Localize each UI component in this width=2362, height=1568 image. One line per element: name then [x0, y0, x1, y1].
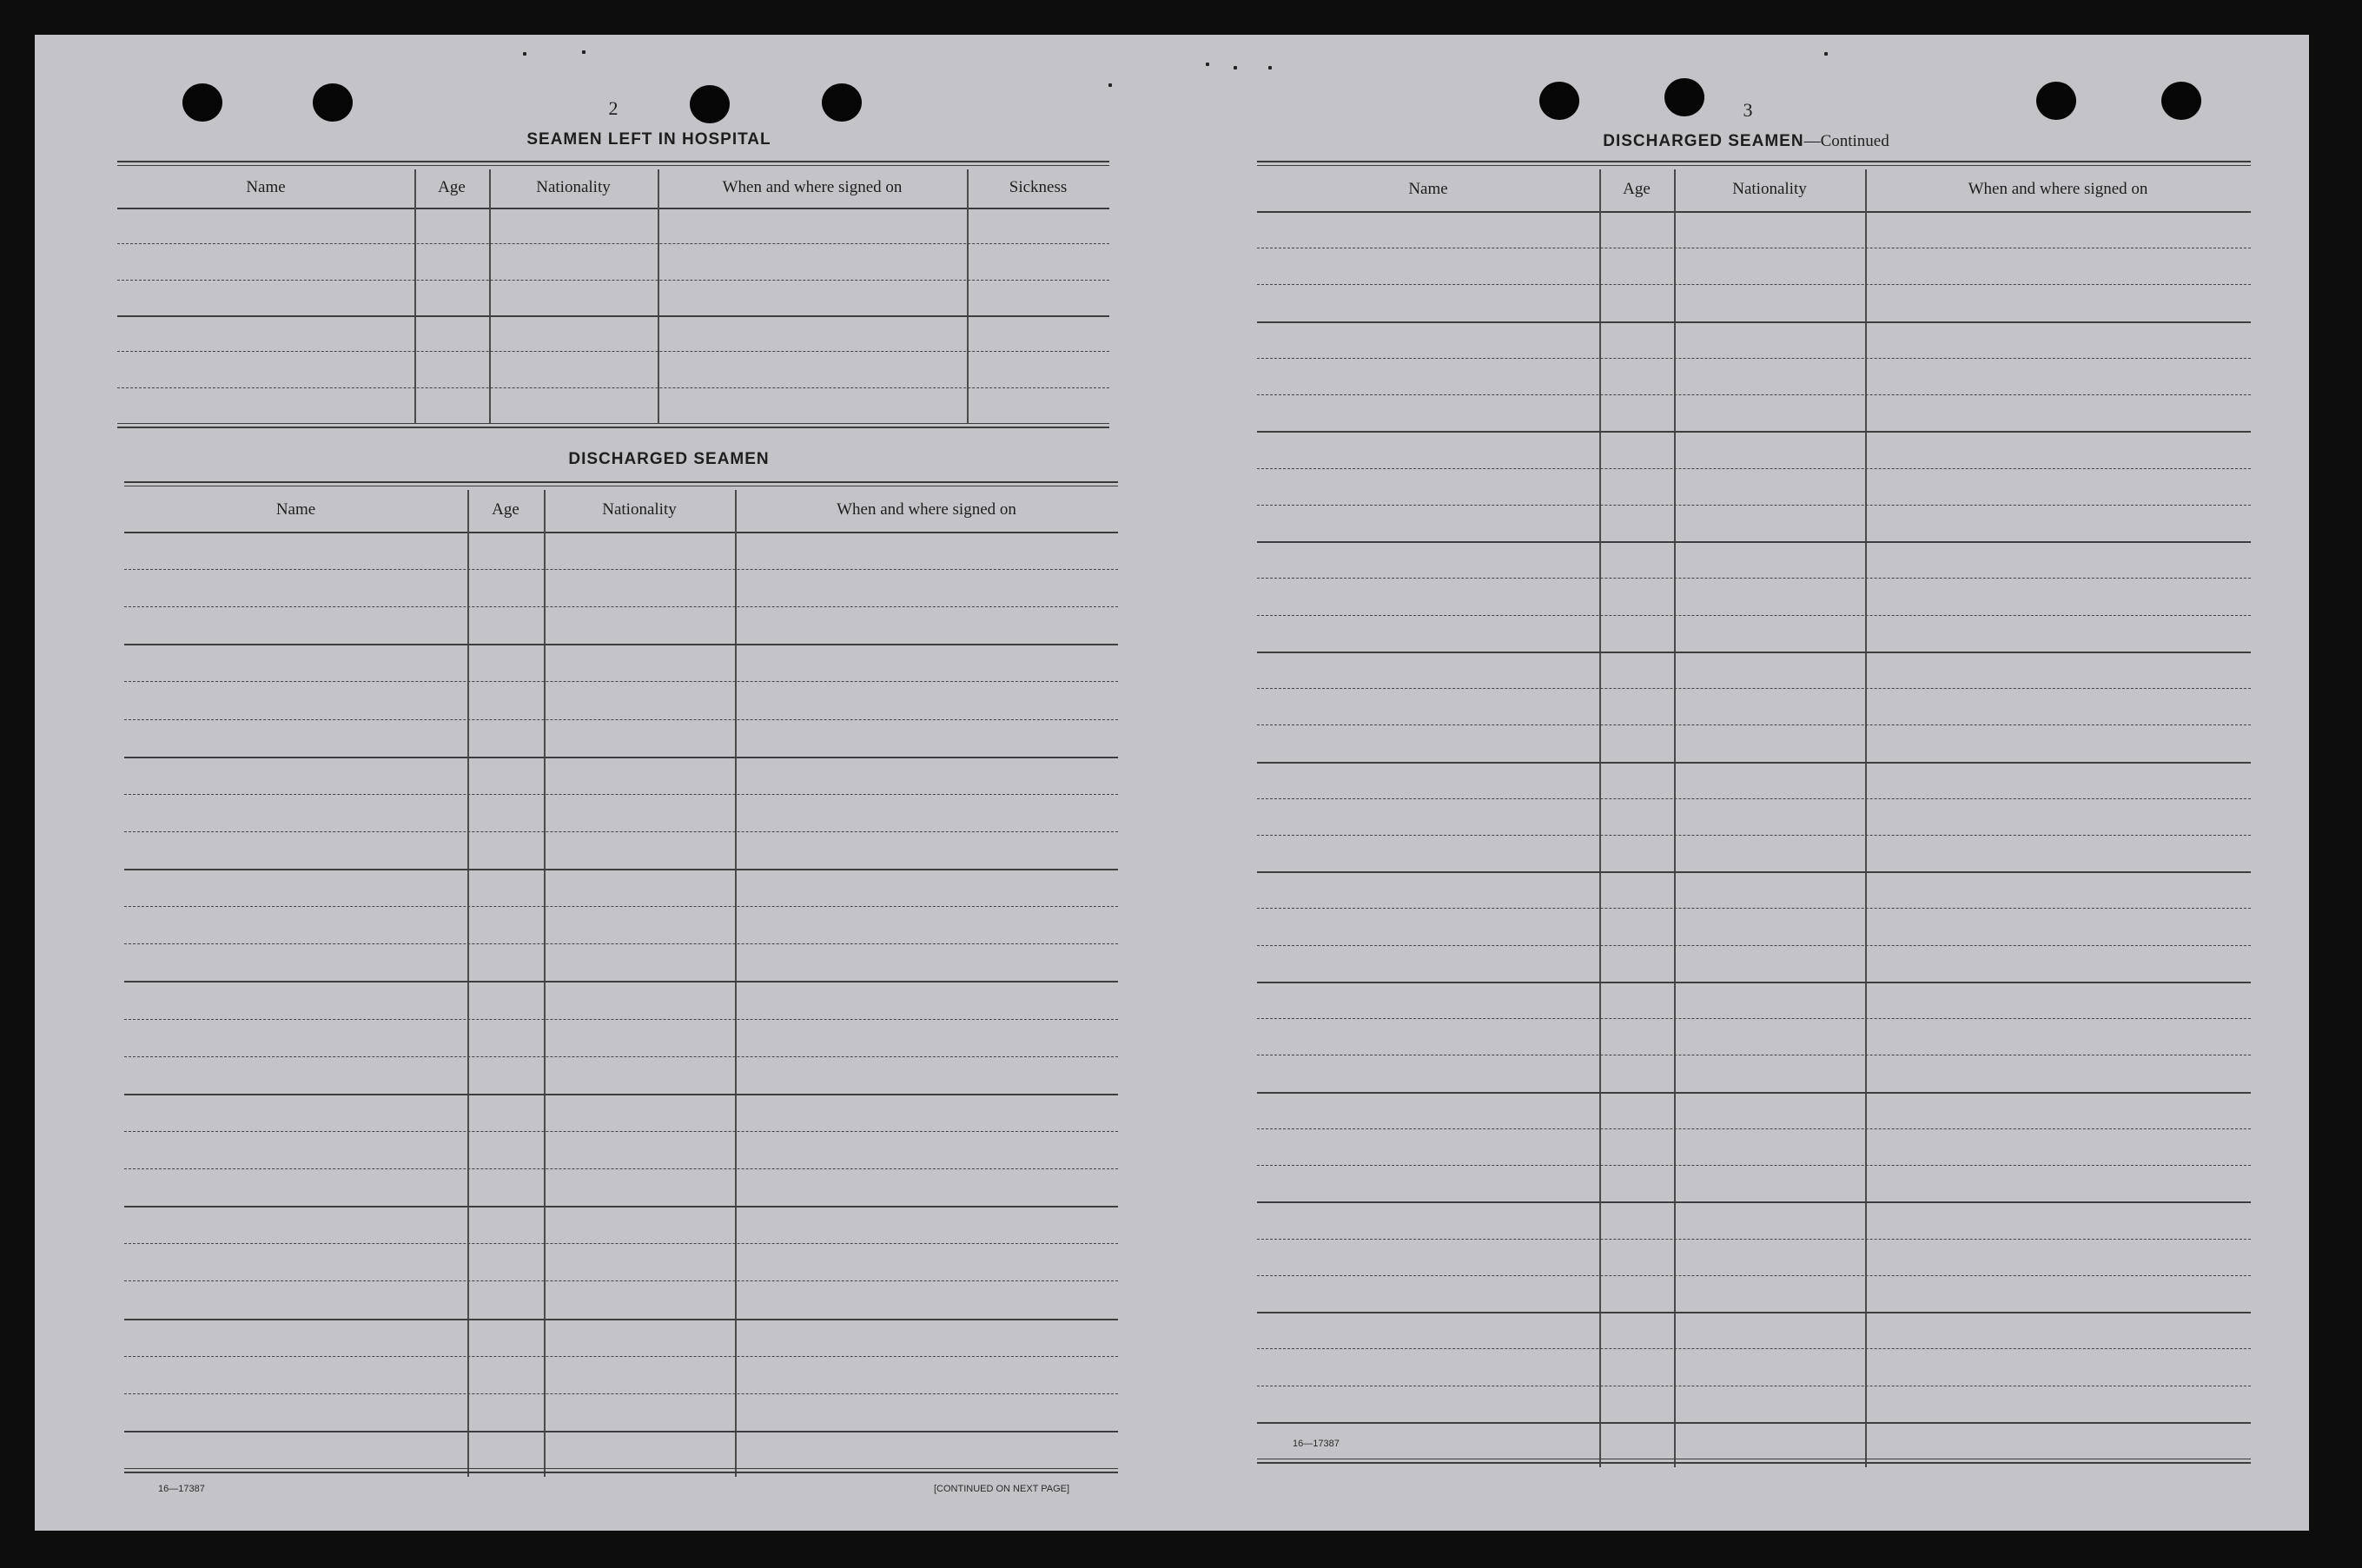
column-divider: [1865, 169, 1867, 1467]
title-main: DISCHARGED SEAMEN: [1603, 132, 1804, 150]
punch-hole: [2036, 82, 2076, 120]
table-row-line: [1257, 982, 2251, 983]
column-divider: [489, 169, 491, 423]
column-divider: [967, 169, 969, 423]
paper-speck: [582, 50, 586, 54]
discharged-continued-title: [1485, 132, 2007, 151]
column-header-age: Age: [492, 500, 519, 519]
table-row-line: [124, 1094, 1118, 1095]
column-header-name: Name: [275, 500, 316, 519]
column-divider: [544, 490, 546, 1477]
table-row-line: [1257, 1348, 2251, 1349]
column-header-age: Age: [438, 178, 466, 196]
column-header-nationality: Nationality: [602, 500, 677, 519]
column-header-sickness: Sickness: [1009, 178, 1068, 196]
column-divider: [1674, 169, 1676, 1467]
punch-hole: [182, 83, 222, 122]
column-divider: [414, 169, 416, 423]
hospital-section-title: SEAMEN LEFT IN HOSPITAL: [526, 130, 771, 149]
column-header-signed-on: When and where signed on: [1968, 180, 2148, 198]
table-row-line: [117, 351, 1109, 352]
table-row-line: [1257, 1128, 2251, 1129]
paper-speck: [1234, 66, 1237, 69]
table-row-line: [124, 1056, 1118, 1057]
table-row-line: [124, 831, 1118, 832]
hospital-table: [117, 161, 1109, 432]
title-continued: —Continued: [1803, 132, 1889, 150]
punch-hole: [1664, 78, 1704, 116]
table-row-line: [1257, 724, 2251, 725]
column-divider: [735, 490, 737, 1477]
page-number-left: 2: [608, 97, 619, 119]
table-row-line: [117, 315, 1109, 317]
table-row-line: [1257, 871, 2251, 873]
table-top-rule: [1257, 161, 2251, 166]
table-row-line: [1257, 652, 2251, 653]
table-row-line: [117, 243, 1109, 244]
table-row-line: [1257, 1092, 2251, 1094]
paper-speck: [1268, 66, 1272, 69]
column-header-nationality: Nationality: [1732, 180, 1807, 198]
table-bottom-rule: [124, 1468, 1118, 1473]
punch-hole: [690, 85, 730, 123]
table-row-line: [124, 943, 1118, 944]
column-header-signed-on: When and where signed on: [722, 178, 903, 196]
paper-speck: [1824, 52, 1828, 56]
table-row-line: [1257, 284, 2251, 285]
table-row-line: [1257, 541, 2251, 543]
table-row-line: [1257, 578, 2251, 579]
table-row-line: [124, 569, 1118, 570]
table-row-line: [124, 606, 1118, 607]
paper-speck: [523, 52, 526, 56]
column-header-name: Name: [1408, 180, 1448, 198]
table-row-line: [1257, 1239, 2251, 1240]
table-row-line: [1257, 321, 2251, 323]
column-divider: [467, 490, 469, 1477]
header-bottom-rule: [1257, 211, 2251, 213]
table-row-line: [124, 1243, 1118, 1244]
table-row-line: [1257, 1275, 2251, 1276]
table-row-line: [1257, 1018, 2251, 1019]
column-header-name: Name: [246, 178, 286, 196]
discharged-table-left: [124, 481, 1118, 1477]
table-row-line: [1257, 1422, 2251, 1424]
paper-speck: [1108, 83, 1112, 87]
discharged-section-title: DISCHARGED SEAMEN: [568, 450, 770, 468]
table-row-line: [1257, 1312, 2251, 1313]
table-row-line: [1257, 1165, 2251, 1166]
table-row-line: [1257, 431, 2251, 433]
table-row-line: [124, 1019, 1118, 1020]
table-row-line: [1257, 505, 2251, 506]
punch-hole: [1539, 82, 1579, 120]
column-divider: [658, 169, 659, 423]
table-row-line: [1257, 835, 2251, 836]
table-row-line: [1257, 394, 2251, 395]
table-top-rule: [124, 481, 1118, 486]
table-row-line: [124, 1280, 1118, 1281]
table-row-line: [124, 794, 1118, 795]
table-row-line: [1257, 1201, 2251, 1203]
punch-hole: [822, 83, 862, 122]
table-row-line: [1257, 762, 2251, 764]
table-row-line: [1257, 908, 2251, 909]
table-row-line: [124, 981, 1118, 982]
table-row-line: [1257, 945, 2251, 946]
table-row-line: [124, 1168, 1118, 1169]
paper-speck: [1206, 63, 1209, 66]
continued-note: [CONTINUED ON NEXT PAGE]: [934, 1484, 1070, 1494]
table-row-line: [1257, 688, 2251, 689]
table-bottom-rule: [117, 423, 1109, 428]
table-row-line: [124, 1319, 1118, 1320]
table-row-line: [1257, 468, 2251, 469]
table-row-line: [124, 1393, 1118, 1394]
table-row-line: [124, 719, 1118, 720]
table-row-line: [1257, 615, 2251, 616]
table-row-line: [124, 1131, 1118, 1132]
column-divider: [1599, 169, 1601, 1467]
table-row-line: [124, 1206, 1118, 1207]
column-header-nationality: Nationality: [536, 178, 611, 196]
table-row-line: [124, 1431, 1118, 1432]
table-bottom-rule: [1257, 1459, 2251, 1464]
punch-hole: [2161, 82, 2201, 120]
table-row-line: [124, 644, 1118, 645]
table-row-line: [117, 387, 1109, 388]
table-row-line: [124, 681, 1118, 682]
form-number-right: 16—17387: [1293, 1439, 1340, 1449]
table-row-line: [1257, 358, 2251, 359]
column-header-age: Age: [1623, 180, 1651, 198]
page-number-right: 3: [1743, 99, 1753, 121]
table-row-line: [124, 906, 1118, 907]
header-bottom-rule: [124, 532, 1118, 533]
table-row-line: [124, 757, 1118, 758]
table-row-line: [117, 280, 1109, 281]
document-scan: [35, 35, 2309, 1531]
form-number-left: 16—17387: [158, 1484, 205, 1494]
punch-hole: [313, 83, 353, 122]
table-top-rule: [117, 161, 1109, 166]
table-row-line: [124, 1356, 1118, 1357]
table-row-line: [124, 869, 1118, 870]
table-row-line: [1257, 798, 2251, 799]
discharged-table-right: [1257, 161, 2251, 1467]
header-bottom-rule: [117, 208, 1109, 209]
column-header-signed-on: When and where signed on: [837, 500, 1016, 519]
